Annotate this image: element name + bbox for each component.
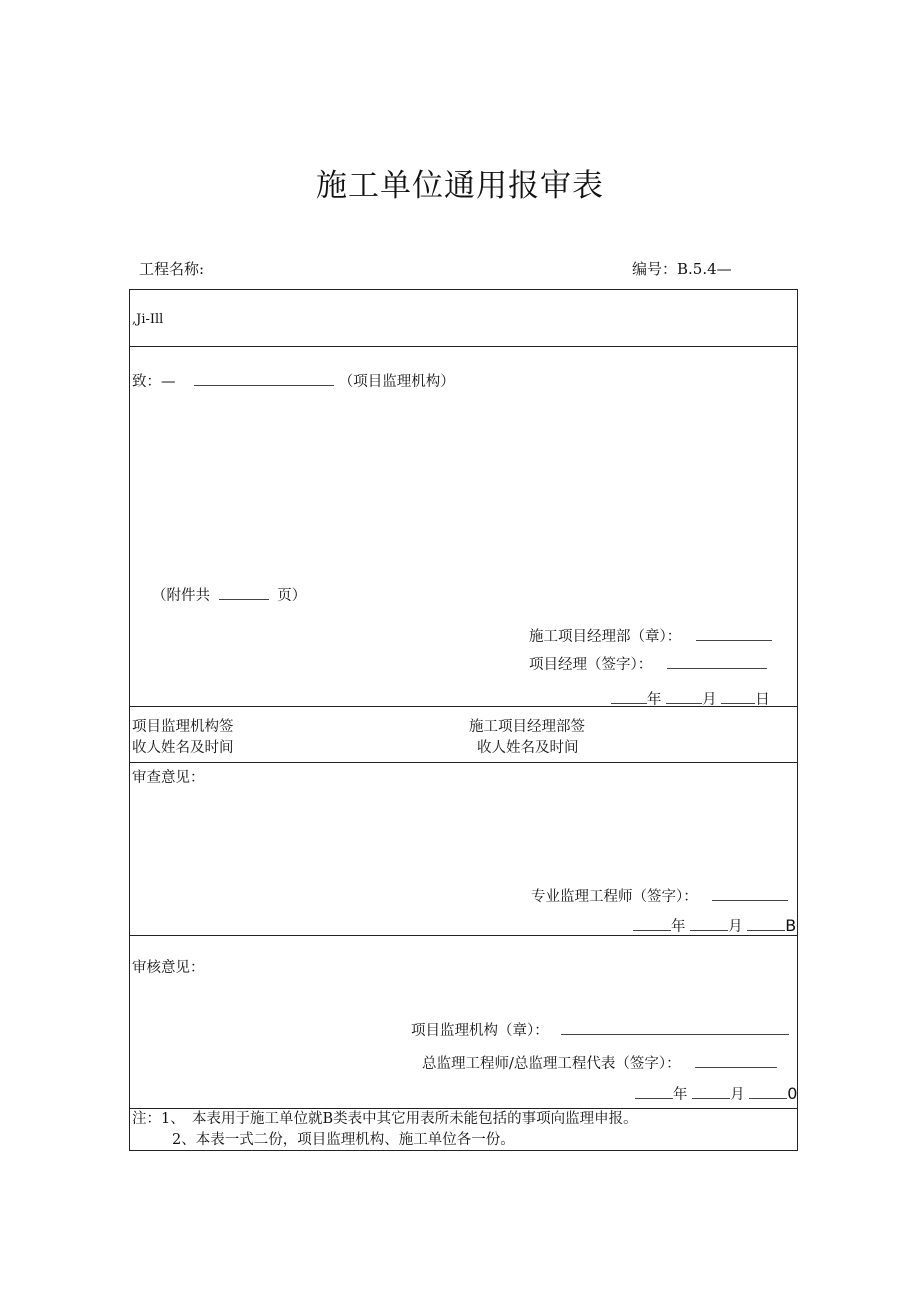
supervision-org-blank[interactable] [194, 373, 334, 386]
attachment-suffix: 页） [277, 588, 307, 604]
day-blank[interactable] [749, 1086, 787, 1099]
org-seal-blank[interactable] [561, 1022, 789, 1035]
month-label: 月 [728, 919, 743, 935]
year-blank[interactable] [633, 918, 671, 931]
chief-sign-blank[interactable] [695, 1055, 777, 1068]
divider [130, 762, 797, 763]
year-blank[interactable] [611, 691, 647, 704]
note-2: 2、本表一式二份，项目监理机构、施工单位各一份。 [172, 1132, 515, 1148]
year-label: 年 [673, 1087, 688, 1103]
form-number: 编号：B.5.4— [632, 260, 732, 278]
audit-opinion-label: 审核意见： [132, 960, 205, 976]
dept-seal-label: 施工项目经理部（章）： [529, 629, 682, 645]
date-line-3 [635, 1083, 797, 1104]
manager-sign-label: 项目经理（签字）： [529, 657, 653, 673]
chief-sign-label: 总监理工程师/总监理工程代表（签字）： [422, 1056, 681, 1072]
dept-seal-blank[interactable] [696, 628, 772, 641]
divider [130, 346, 797, 347]
page-title: 施工单位通用报审表 [316, 168, 604, 204]
approval-form [129, 289, 798, 1151]
attachment-prefix: （附件共 [152, 588, 210, 604]
addressee-line [132, 370, 455, 391]
year-label: 年 [647, 692, 662, 708]
section1-text: ,Ji-Ill [132, 312, 164, 327]
note-1: 注：1、 本表用于施工单位就B类表中其它用表所未能包括的事项向监理申报。 [132, 1111, 638, 1127]
engineer-sign-label: 专业监理工程师（签字）： [531, 889, 698, 905]
org-suffix: （项目监理机构） [338, 374, 455, 390]
month-label: 月 [702, 692, 717, 708]
day-blank[interactable] [747, 918, 785, 931]
month-blank[interactable] [690, 918, 728, 931]
attachment-line [152, 584, 306, 605]
org-seal-line [411, 1019, 789, 1040]
day-blank[interactable] [721, 691, 755, 704]
engineer-sign-blank[interactable] [712, 888, 788, 901]
chief-sign-line [422, 1052, 777, 1073]
to-label: 致：— [132, 374, 176, 390]
year-blank[interactable] [635, 1086, 673, 1099]
year-label: 年 [671, 919, 686, 935]
engineer-sign-line [531, 885, 788, 906]
contractor-receipt-label-2: 收人姓名及时间 [477, 740, 579, 756]
month-label: 月 [730, 1087, 745, 1103]
day-label: 0 [787, 1084, 798, 1103]
org-seal-label: 项目监理机构（章）： [411, 1023, 549, 1039]
date-line-1 [611, 688, 770, 709]
month-blank[interactable] [666, 691, 702, 704]
day-label: 日 [755, 692, 770, 708]
manager-sign-blank[interactable] [667, 656, 767, 669]
supervision-receipt-label-1: 项目监理机构签 [132, 719, 234, 735]
supervision-receipt-label-2: 收人姓名及时间 [132, 740, 234, 756]
month-blank[interactable] [692, 1086, 730, 1099]
review-opinion-label: 审查意见： [132, 770, 205, 786]
manager-sign-line [529, 653, 767, 674]
contractor-receipt-label-1: 施工项目经理部签 [469, 719, 585, 735]
attachment-pages-blank[interactable] [219, 587, 269, 600]
dept-seal-line [529, 625, 772, 646]
project-name-label: 工程名称: [139, 260, 205, 278]
date-line-2 [633, 915, 796, 936]
day-label: B [785, 916, 797, 935]
